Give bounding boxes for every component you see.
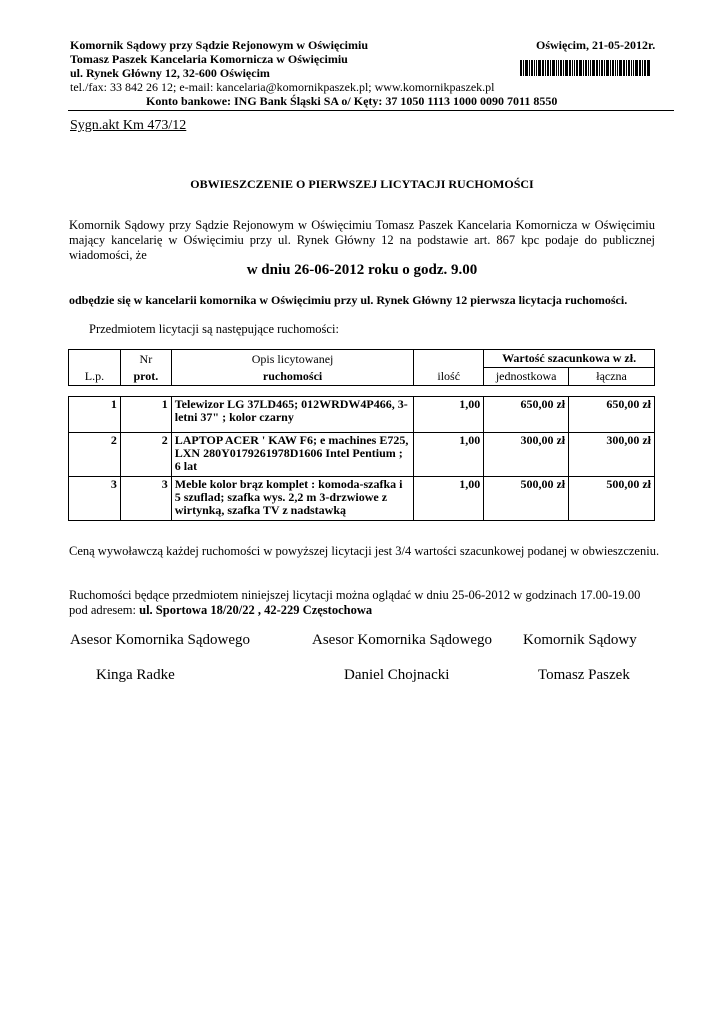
row-lp: 3: [69, 477, 121, 521]
auction-date: w dniu 26-06-2012 roku o godz. 9.00: [246, 262, 478, 278]
row-jedn: 500,00 zł: [484, 477, 569, 521]
row-ilosc: 1,00: [414, 397, 484, 433]
col-lp: L.p.: [69, 350, 121, 386]
price-note: Ceną wywoławczą każdej ruchomości w powyższej licytacji jest 3/4 wartości szacunkowej podanej w obwieszczeniu.: [69, 544, 660, 558]
office-name: Komornik Sądowy przy Sądzie Rejonowym w Oświęcimiu: [70, 38, 368, 52]
row-nr: 3: [120, 477, 171, 521]
case-number: Sygn.akt Km 473/12: [70, 118, 187, 133]
header-divider: [68, 110, 674, 111]
signature-name: Tomasz Paszek: [538, 667, 630, 683]
signature-name: Kinga Radke: [96, 667, 175, 683]
intro-paragraph: Komornik Sądowy przy Sądzie Rejonowym w Oświęcimiu Tomasz Paszek Kancelaria Komornicza w Oświęcimiu mający kancelarię w Oświęcimiu przy ul. Rynek Główny 12 na podstawie art. 867 kpc podaje do publicznej wiadomości, że: [69, 218, 655, 262]
viewing-info: [69, 588, 655, 618]
row-jedn: 650,00 zł: [484, 397, 569, 433]
barcode-image: [520, 60, 672, 76]
row-lp: 1: [69, 397, 121, 433]
bank-account: Konto bankowe: ING Bank Śląski SA o/ Kęty: 37 1050 1113 1000 0090 7011 8550: [146, 94, 558, 108]
signature-role: Asesor Komornika Sądowego: [312, 632, 492, 648]
table-row: [69, 397, 655, 433]
col-laczna: łączna: [569, 368, 655, 386]
table-row: [69, 477, 655, 521]
row-laczna: 300,00 zł: [569, 433, 655, 477]
table-row: [69, 433, 655, 477]
auction-place: odbędzie się w kancelarii komornika w Oświęcimiu przy ul. Rynek Główny 12 pierwsza licytacja ruchomości.: [69, 293, 628, 307]
row-opis: LAPTOP ACER ' KAW F6; e machines E725, LXN 280Y0179261978D1606 Intel Pentium ; 6 lat: [171, 433, 414, 477]
office-contact: tel./fax: 33 842 26 12; e-mail: kancelaria@komornikpaszek.pl; www.komornikpaszek.pl: [70, 80, 495, 94]
col-opis: Opis licytowanej: [171, 350, 413, 368]
col-nr-2: prot.: [120, 368, 171, 386]
col-nr: Nr: [120, 350, 171, 368]
row-nr: 1: [120, 397, 171, 433]
row-laczna: 500,00 zł: [569, 477, 655, 521]
col-opis-2: ruchomości: [171, 368, 413, 386]
items-table-header: [68, 349, 655, 386]
row-ilosc: 1,00: [414, 477, 484, 521]
office-address: ul. Rynek Główny 12, 32-600 Oświęcim: [70, 66, 270, 80]
place-date: Oświęcim, 21-05-2012r.: [536, 38, 656, 52]
col-jedn: jednostkowa: [484, 368, 569, 386]
row-jedn: 300,00 zł: [484, 433, 569, 477]
row-opis: Meble kolor brąz komplet : komoda-szafka i 5 szuflad; szafka wys. 2,2 m 3-drzwiowe z wirtynką, szafka TV z nadstawką: [171, 477, 414, 521]
signature-name: Daniel Chojnacki: [344, 667, 450, 683]
signature-role: Komornik Sądowy: [523, 632, 637, 648]
row-laczna: 650,00 zł: [569, 397, 655, 433]
row-nr: 2: [120, 433, 171, 477]
office-subtitle: Tomasz Paszek Kancelaria Komornicza w Oświęcimiu: [70, 52, 348, 66]
row-opis: Telewizor LG 37LD465; 012WRDW4P466, 3-letni 37" ; kolor czarny: [171, 397, 414, 433]
items-intro: Przedmiotem licytacji są następujące ruchomości:: [89, 322, 339, 336]
signature-role: Asesor Komornika Sądowego: [70, 632, 250, 648]
items-table: [68, 396, 655, 521]
row-ilosc: 1,00: [414, 433, 484, 477]
row-lp: 2: [69, 433, 121, 477]
viewing-address: ul. Sportowa 18/20/22 , 42-229 Częstochowa: [139, 603, 373, 617]
col-wartosc: Wartość szacunkowa w zł.: [484, 350, 655, 368]
col-ilosc: ilość: [414, 350, 484, 386]
viewing-text: Ruchomości będące przedmiotem niniejszej licytacji można oglądać w dniu 25-06-2012 w godzinach 17.00-19.00 pod adresem:: [69, 588, 641, 617]
document-title: OBWIESZCZENIE O PIERWSZEJ LICYTACJI RUCHOMOŚCI: [190, 177, 534, 191]
